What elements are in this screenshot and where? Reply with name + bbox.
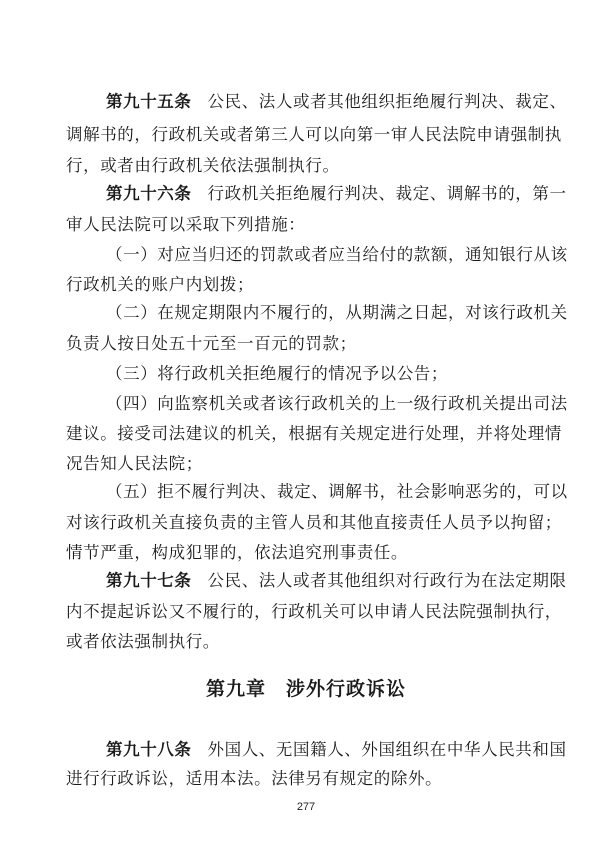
article-95-line-1: 第九十五条 公民、法人或者其他组织拒绝履行判决、裁定、 [106, 92, 567, 111]
article-label: 第九十七条 [106, 571, 192, 590]
article-97-line-3: 或者依法强制执行。 [66, 632, 220, 651]
article-96-line-1: 第九十六条 行政机关拒绝履行判决、裁定、调解书的，第一 [106, 184, 567, 203]
page-number: 277 [296, 801, 316, 813]
item-5-line-2: 对该行政机关直接负责的主管人员和其他直接责任人员予以拘留； [66, 513, 562, 532]
chapter-title: 涉外行政诉讼 [286, 678, 407, 700]
item-3-line-1: （三）将行政机关拒绝履行的情况予以公告； [106, 364, 448, 383]
article-95-line-2: 调解书的，行政机关或者第三人可以向第一审人民法院申请强制执 [66, 125, 562, 144]
article-label: 第九十六条 [106, 184, 192, 203]
item-4-line-1: （四）向监察机关或者该行政机关的上一级行政机关提出司法 [106, 394, 568, 413]
article-label: 第九十八条 [106, 740, 192, 759]
article-97-line-1: 第九十七条 公民、法人或者其他组织对行政行为在法定期限 [106, 571, 567, 590]
item-1-line-1: （一）对应当归还的罚款或者应当给付的款额，通知银行从该 [106, 245, 568, 264]
article-98-line-1: 第九十八条 外国人、无国籍人、外国组织在中华人民共和国 [106, 740, 567, 759]
article-98-line-2: 进行行政诉讼，适用本法。法律另有规定的除外。 [66, 769, 443, 788]
article-96-line-2: 审人民法院可以采取下列措施： [66, 215, 306, 234]
item-2-line-2: 负责人按日处五十元至一百元的罚款； [66, 334, 357, 353]
article-97-line-2: 内不提起诉讼又不履行的，行政机关可以申请人民法院强制执行， [66, 602, 562, 621]
item-5-line-3: 情节严重，构成犯罪的，依法追究刑事责任。 [66, 543, 408, 562]
article-95-line-3: 行，或者由行政机关依法强制执行。 [66, 156, 340, 175]
item-4-line-2: 建议。接受司法建议的机关，根据有关规定进行处理，并将处理情 [66, 424, 562, 443]
article-label: 第九十五条 [106, 92, 192, 111]
item-2-line-1: （二）在规定期限内不履行的，从期满之日起，对该行政机关 [106, 303, 568, 322]
chapter-number: 第九章 [205, 678, 266, 700]
item-5-line-1: （五）拒不履行判决、裁定、调解书，社会影响恶劣的，可以 [106, 482, 568, 501]
item-1-line-2: 行政机关的账户内划拨； [66, 275, 255, 294]
item-4-line-3: 况告知人民法院； [66, 454, 203, 473]
chapter-heading [0, 677, 612, 701]
